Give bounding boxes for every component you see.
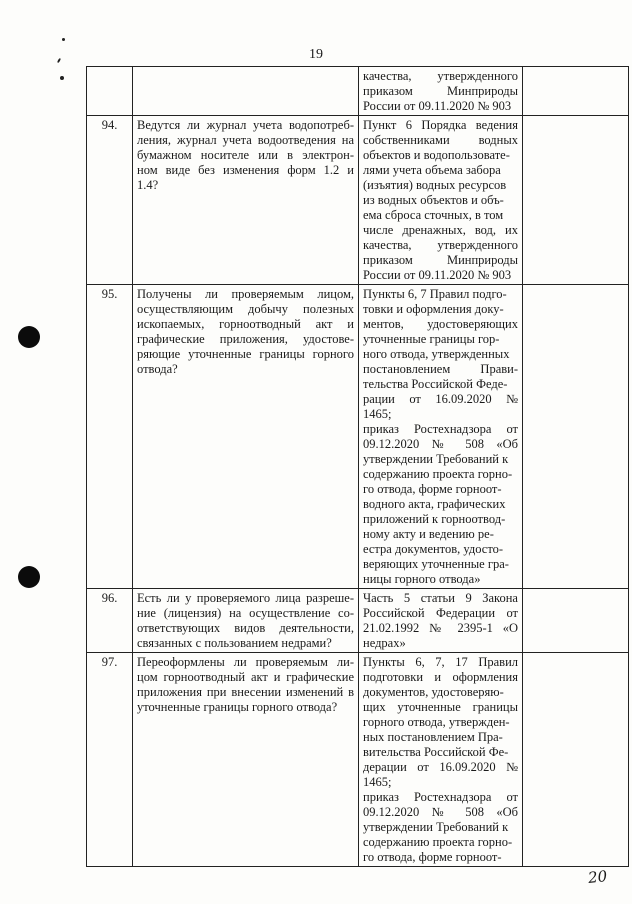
question-cell — [133, 653, 359, 867]
question-number-cell: 96. — [87, 589, 133, 653]
question-cell — [133, 67, 359, 116]
reference-text-line: 09.12.2020 № 508 «Об — [363, 437, 518, 451]
answer-cell — [523, 67, 629, 116]
legal-reference-cell — [359, 653, 523, 867]
question-text-line: ном виде без изменения форм 1.2 и — [137, 163, 354, 177]
question-text-line: уточненные границы горного отвода? — [137, 700, 338, 714]
reference-text-line: содержанию проекта горно- — [363, 467, 513, 481]
question-text-line: приложения при внесении изменений в — [137, 685, 354, 699]
legal-reference-cell — [359, 285, 523, 589]
table-row — [87, 653, 629, 867]
reference-text-line: 21.02.1992 № 2395-1 «О — [363, 621, 518, 635]
question-text-line: Получены ли проверяемым лицом, — [137, 287, 354, 301]
question-text-line: цом горноотводный акт и графические — [137, 670, 354, 684]
reference-text-line: качества, утвержденного — [363, 238, 518, 252]
reference-text-line: собственниками водных — [363, 133, 518, 147]
reference-text-line: утверждении Требований к — [363, 452, 509, 466]
reference-text-line: веряющих уточненные гра- — [363, 557, 509, 571]
reference-text-line: лями учета объема забора — [363, 163, 501, 177]
reference-text-line: приказом Минприроды — [363, 84, 518, 98]
reference-text-line: ного отвода, утвержденных — [363, 347, 510, 361]
handwritten-page-number: 20 — [587, 867, 608, 887]
reference-text-line: из водных объектов и объ- — [363, 193, 504, 207]
question-text-line: графические приложения, удостове- — [137, 332, 354, 346]
reference-text-line: ментов, удостоверяющих — [363, 317, 518, 331]
table-row — [87, 285, 629, 589]
reference-text-line: ных постановлением Пра- — [363, 730, 503, 744]
answer-cell — [523, 653, 629, 867]
question-number-cell: 94. — [87, 116, 133, 285]
scan-speck — [60, 76, 64, 80]
scan-speck — [62, 38, 65, 41]
reference-text-line: Пункт 6 Порядка ведения — [363, 118, 518, 132]
question-cell — [133, 589, 359, 653]
reference-text-line: Часть 5 статьи 9 Закона — [363, 591, 518, 605]
question-cell — [133, 116, 359, 285]
reference-text-line: Пункты 6, 7 Правил подго- — [363, 287, 507, 301]
legal-reference-cell — [359, 116, 523, 285]
reference-text-line: России от 09.11.2020 № 903 — [363, 268, 512, 282]
question-text-line: Ведутся ли журнал учета водопотреб- — [137, 118, 354, 132]
reference-text-line: России от 09.11.2020 № 903 — [363, 99, 512, 113]
reference-text-line: содержанию проекта горно- — [363, 835, 513, 849]
reference-text-line: щих уточненные границы — [363, 700, 518, 714]
question-text-line: 1.4? — [137, 178, 159, 192]
table-row — [87, 589, 629, 653]
reference-text-line: ницы горного отвода» — [363, 572, 481, 586]
answer-cell — [523, 589, 629, 653]
reference-text-line: постановлением Прави- — [363, 362, 518, 376]
question-number-cell: 97. — [87, 653, 133, 867]
reference-text-line: ема сброса сточных, в том — [363, 208, 504, 222]
question-text-line: Переоформлены ли проверяемым ли- — [137, 655, 354, 669]
question-text-line: бумажном носителе или в электрон- — [137, 148, 354, 162]
page-number: 19 — [309, 47, 323, 62]
reference-text-line: (изъятия) водных ресурсов — [363, 178, 507, 192]
question-text-line: связанных с пользованием недрами? — [137, 636, 332, 650]
answer-cell — [523, 116, 629, 285]
reference-text-line: 09.12.2020 № 508 «Об — [363, 805, 518, 819]
answer-cell — [523, 285, 629, 589]
question-text-line: ления, журнал учета водоотведения на — [137, 133, 354, 147]
reference-text-line: уточненные границы гор- — [363, 332, 500, 346]
checklist-table-body — [87, 67, 629, 867]
question-number-cell — [87, 67, 133, 116]
reference-text-line: ному акту и ведению ре- — [363, 527, 494, 541]
reference-text-line: горного отвода, утвержден- — [363, 715, 510, 729]
reference-text-line: товки и оформления доку- — [363, 302, 504, 316]
question-text-line: ряющие уточненные границы горного — [137, 347, 354, 361]
reference-text-line: приказ Ростехнадзора от — [363, 422, 518, 436]
reference-text-line: документов, удостоверяю- — [363, 685, 504, 699]
reference-text-line: 1465; — [363, 407, 392, 421]
question-text-line: Есть ли у проверяемого лица разреше- — [137, 591, 354, 605]
reference-text-line: Пункты 6, 7, 17 Правил — [363, 655, 518, 669]
question-text-line: отвода? — [137, 362, 178, 376]
reference-text-line: приказом Минприроды — [363, 253, 518, 267]
question-cell — [133, 285, 359, 589]
question-text-line: осуществляющим добычу полезных — [137, 302, 354, 316]
reference-text-line: недрах» — [363, 636, 406, 650]
reference-text-line: дерации от 16.09.2020 № — [363, 760, 518, 774]
question-number-cell: 95. — [87, 285, 133, 589]
reference-text-line: приказ Ростехнадзора от — [363, 790, 518, 804]
punch-hole-upper — [18, 326, 40, 348]
checklist-table — [86, 66, 629, 867]
question-text-line: ответствующих видов деятельности, — [137, 621, 354, 635]
reference-text-line: рации от 16.09.2020 № — [363, 392, 518, 406]
reference-text-line: Российской Федерации от — [363, 606, 518, 620]
table-row — [87, 116, 629, 285]
question-text-line: ние (лицензия) на осуществление со- — [137, 606, 354, 620]
reference-text-line: объектов и водопользовате- — [363, 148, 510, 162]
question-text-line: ископаемых, горноотводный акт и — [137, 317, 354, 331]
legal-reference-cell — [359, 589, 523, 653]
reference-text-line: водного акта, графических — [363, 497, 506, 511]
reference-text-line: тельства Российской Феде- — [363, 377, 508, 391]
reference-text-line: го отвода, форме горноот- — [363, 850, 502, 864]
reference-text-line: вительства Российской Фе- — [363, 745, 509, 759]
reference-text-line: утверждении Требований к — [363, 820, 509, 834]
punch-hole-lower — [18, 566, 40, 588]
reference-text-line: числе дренажных, вод, их — [363, 223, 518, 237]
legal-reference-cell — [359, 67, 523, 116]
reference-text-line: естра документов, удосто- — [363, 542, 504, 556]
reference-text-line: го отвода, форме горноот- — [363, 482, 502, 496]
reference-text-line: приложений к горноотвод- — [363, 512, 506, 526]
reference-text-line: подготовки и оформления — [363, 670, 518, 684]
reference-text-line: качества, утвержденного — [363, 69, 518, 83]
reference-text-line: 1465; — [363, 775, 392, 789]
table-row — [87, 67, 629, 116]
